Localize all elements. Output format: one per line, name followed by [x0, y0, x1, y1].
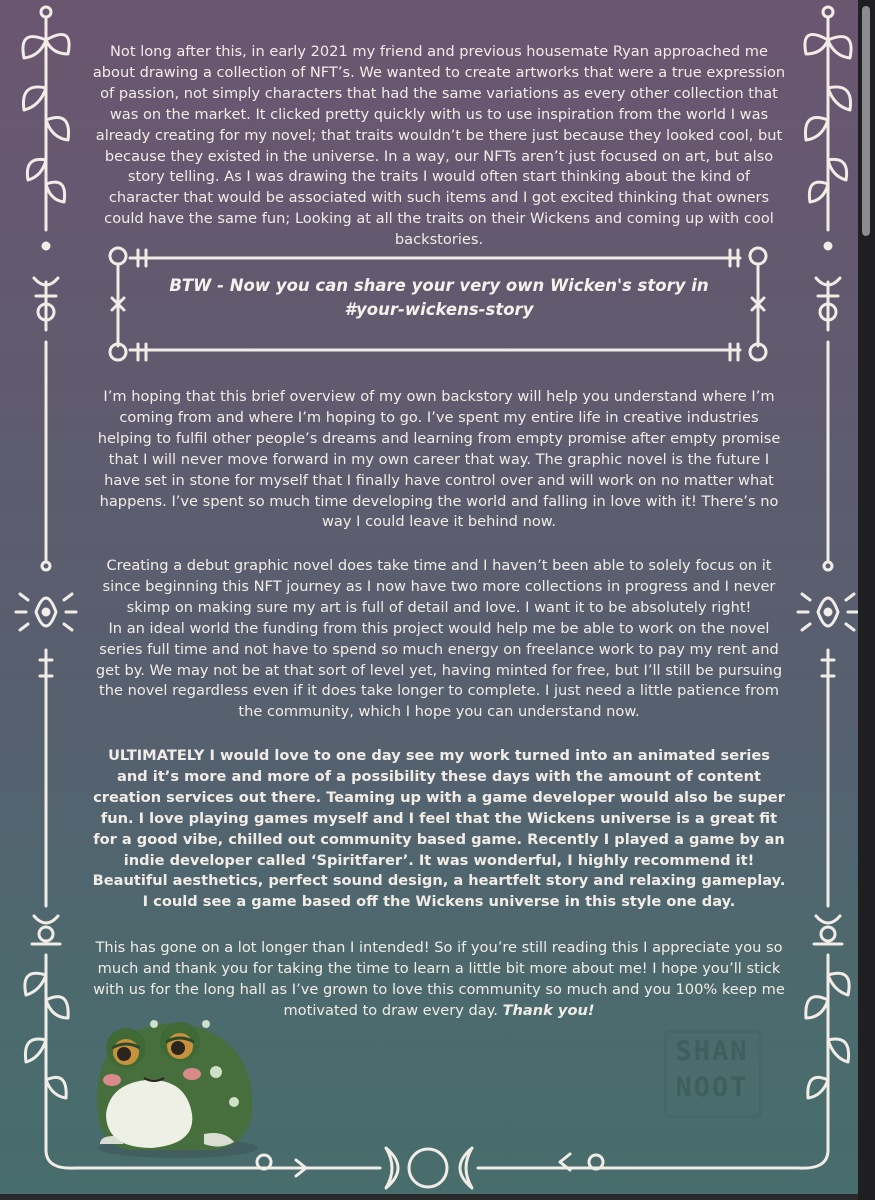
window-bottom-edge — [0, 1194, 858, 1200]
moon-phase-ornament — [250, 1148, 624, 1188]
signature-line-2: NOOT — [675, 1072, 749, 1103]
story-paragraph-3: Creating a debut graphic novel does take time and I haven’t been able to solely focus on it since beginning this NFT journey as I now have two more collections in progress and I never skimp on making sure my art is full of detail and love. I want it to be absolutely right! In an ideal world the funding from this project would help me be able to work on the novel series full time and not have to spend so much energy on freelance work to pay my rent and get by. We may not be at that sort of level yet, having minted for free, but I’ll still be pursuing the novel regardless even if it does take longer to complete. I just need a little patience from the community, which I hope you can understand now. — [95, 557, 783, 721]
left-glyph-2 — [32, 916, 60, 944]
left-glyph-1 — [34, 278, 58, 330]
signature-stamp — [664, 1030, 760, 1116]
left-eye-glyph — [16, 562, 76, 630]
left-vine-ornament — [23, 7, 69, 249]
thank-you-text: Thank you! — [502, 1001, 595, 1019]
story-paragraph-1: Not long after this, in early 2021 my friend and previous housemate Ryan approached me about drawing a collection of NFT’s. We wanted to create artworks that were a true expression of passion, not simply characters that had the same variations as every other collection that was on the market. It clicked pretty quickly with us to use inspiration from the world I was already creating for my novel; that traits wouldn’t be there just because they looked cool, but because they existed in the universe. In a way, our NFTs aren’t just focused on art, but also story telling. As I was drawing the traits I would often start thinking about the kind of character that would be associated with such items and I got excited thinking that owners could have the same fun; Looking at all the traits on their Wickens and coming up with cool backstories. — [92, 43, 786, 249]
callout-text: BTW - Now you can share your very own Wicken's story in #your-wickens-story — [169, 276, 709, 319]
story-paragraph-4: ULTIMATELY I would love to one day see my work turned into an animated series and it’s more and more of a possibility these days with the amount of content creation services out there. Teaming up with a game developer would also be super fun. I love playing games myself and I feel that the Wickens universe is a great fit for a good vibe, chilled out community based game. Recently I played a game by an indie developer called ‘Spiritfarer’. It was wonderful, I highly recommend it! Beautiful aesthetics, perfect sound design, a heartfelt story and relaxing gameplay. I could see a game based off the Wickens universe in this style one day. — [92, 747, 786, 911]
story-paragraph-2: I’m hoping that this brief overview of my own backstory will help you understand where I’m coming from and where I’m hoping to go. I’ve spent my entire life in creative industries helping to fulfil other people’s dreams and learning from empty promise after empty promise that I will never move forward in my own career that way. The graphic novel is the future I have set in stone for myself that I finally have control over and will work on no matter what happens. I’ve spent so much time developing the world and falling in love with it! There’s no way I could leave it behind now. — [97, 388, 781, 531]
scrollbar-thumb[interactable] — [862, 6, 870, 236]
signature-line-1: SHAN — [675, 1036, 749, 1067]
frog-illustration — [86, 1002, 264, 1160]
closing-text: This has gone on a lot longer than I intended! So if you’re still reading this I appreciate you so much and thank you for taking the time to learn a little bit more about me! I hope you’ll stick with us for the long hall as I’ve grown to love this community so much and you 100% keep me motivated to draw every day. — [93, 939, 785, 1019]
